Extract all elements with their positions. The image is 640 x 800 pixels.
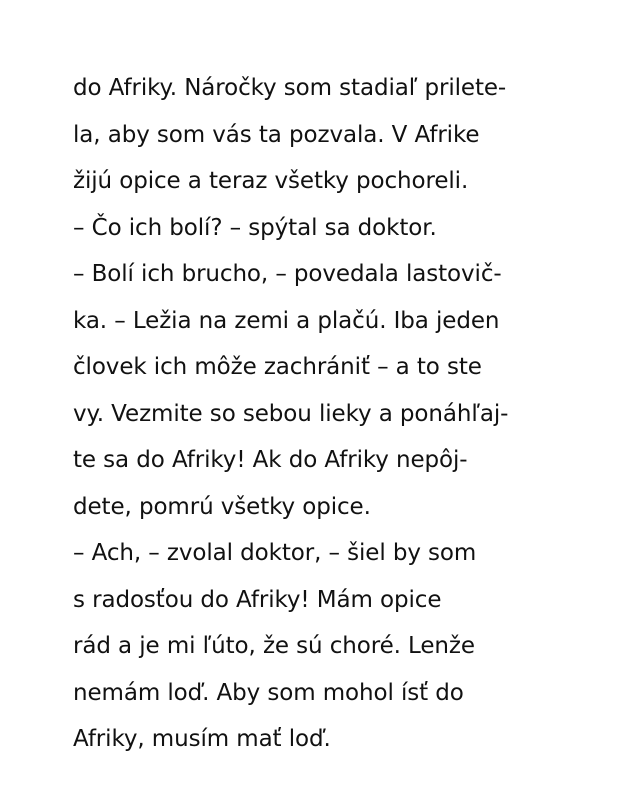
text-line: Afriky, musím mať loď. xyxy=(73,726,331,752)
text-line: do Afriky. Náročky som stadiaľ prilete- xyxy=(73,75,507,101)
text-line: dete, pomrú všetky opice. xyxy=(73,493,371,520)
text-line: te sa do Afriky! Ak do Afriky nepôj- xyxy=(73,447,468,473)
text-line: la, aby som vás ta pozvala. V Afrike xyxy=(73,121,480,148)
text-line: rád a je mi ľúto, že sú choré. Lenže xyxy=(73,633,475,659)
text-line: s radosťou do Afriky! Mám opice xyxy=(73,586,442,613)
text-line: ka. – Ležia na zemi a plačú. Iba jeden xyxy=(73,307,500,334)
text-line: nemám loď. Aby som mohol ísť do xyxy=(73,679,464,706)
text-line: – Čo ich bolí? – spýtal sa doktor. xyxy=(73,214,437,241)
text-line: – Bolí ich brucho, – povedala lastovič- xyxy=(73,261,502,287)
text-line: vy. Vezmite so sebou lieky a ponáhľaj- xyxy=(73,400,509,427)
body-text xyxy=(73,65,593,763)
text-line: žijú opice a teraz všetky pochoreli. xyxy=(73,168,469,194)
text-line: človek ich môže zachrániť – a to ste xyxy=(73,354,482,380)
text-line: – Ach, – zvolal doktor, – šiel by som xyxy=(73,540,477,566)
